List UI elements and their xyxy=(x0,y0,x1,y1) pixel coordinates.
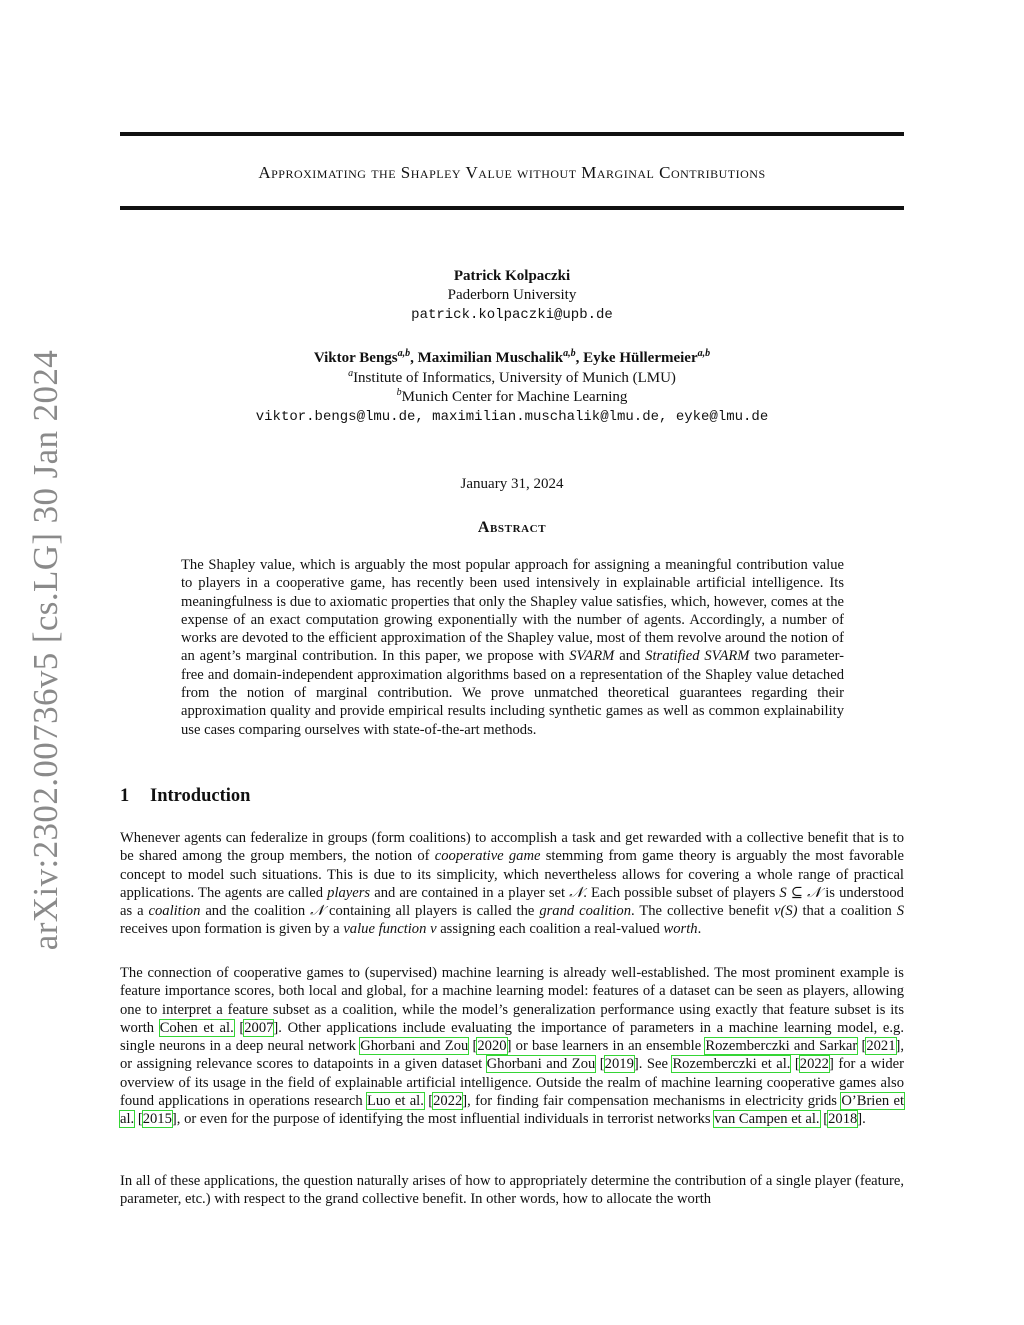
arxiv-identifier: arXiv:2302.00736v5 [cs.LG] 30 Jan 2024 xyxy=(26,349,65,951)
affiliation-b xyxy=(120,389,904,406)
author-name: Eyke Hüllermeier xyxy=(583,350,698,366)
citation-link[interactable]: Cohen et al. xyxy=(159,1019,234,1036)
citation-link[interactable]: Rozemberczki and Sarkar xyxy=(705,1038,858,1055)
citation-link[interactable]: Ghorbani and Zou xyxy=(360,1038,469,1055)
title-bottom-rule xyxy=(120,206,904,210)
affiliation-marker: a,b xyxy=(563,348,576,359)
citation-year-link[interactable]: 2021 xyxy=(866,1038,896,1055)
abstract-text: The Shapley value, which is arguably the most popular approach for assigning a meaningful contribution value to players in a cooperative game, has recently been used intensively in explainable artificial intelligence. Its meaningfulness is due to axiomatic properties that only the Shapley value satisfies, which, however, comes at the expense of an exact computation growing exponentially with the number of agents. Accordingly, a number of works are devoted to the efficient approximation of the Shapley value, most of them revolve around the notion of an agent’s marginal contribution. In this paper, we propose with SVARM and Stratified SVARM two parameter-free and domain-independent approximation algorithms based on a representation of the Shapley value detached from the notion of marginal contribution. We prove unmatched theoretical guarantees regarding their approximation quality and provide empirical results including synthetic games as well as common explainability use cases comparing ourselves with state-of-the-art methods. xyxy=(181,557,844,738)
section-title: Introduction xyxy=(150,786,251,806)
author-affiliation: Paderborn University xyxy=(447,287,577,303)
citation-link[interactable]: Luo et al. xyxy=(367,1093,424,1110)
section-number: 1 xyxy=(120,786,130,806)
intro-paragraph-3: In all of these applications, the question naturally arises of how to appropriately determine the contribution of a single player (feature, parameter, etc.) with respect to the grand collective benefit. In other words, how to allocate the worth xyxy=(120,1173,904,1208)
affiliation-text: Munich Center for Machine Learning xyxy=(401,389,628,405)
citation-link[interactable]: Rozemberczki et al. xyxy=(672,1056,791,1073)
author-group: Viktor Bengs$^{a,b}$, Maximilian Muschalik$^{a,b}$, Eyke Hüllermeier$^{a,b}$ xyxy=(313,348,711,366)
author-name: Viktor Bengs xyxy=(313,350,398,366)
citation-year-link[interactable]: 2007 xyxy=(244,1019,274,1036)
abstract-heading: Abstract xyxy=(477,519,547,536)
affiliation-marker: a,b xyxy=(397,348,411,359)
citation-year-link[interactable]: 2018 xyxy=(828,1111,858,1128)
citation-link[interactable]: Ghorbani and Zou xyxy=(486,1056,596,1073)
citation-year-link[interactable]: 2022 xyxy=(799,1056,829,1073)
author-email: patrick.kolpaczki@upb.de xyxy=(411,307,613,323)
intro-paragraph-2: The connection of cooperative games to (supervised) machine learning is already well-established. The most prominent example is feature importance scores, both local and global, for a machine learning model: features of a dataset can be seen as players, allowing one to interpret a feature subset as a coalition, while the model’s generalization performance using exactly that feature subset is its worth Cohen et al. [2007]. Other applications include evaluating the importance of parameters in a machine learning model, e.g. single neurons in a deep neural network Ghorbani and Zou [2020] or base learners in an ensemble Rozemberczki and Sarkar [2021], or assigning relevance scores to datapoints in a given dataset Ghorbani and Zou [2019]. See Rozemberczki et al. [2022] for a wider overview of its usage in the field of explainable artificial intelligence. Outside the realm of machine learning cooperative games also found applications in operations research Luo et al. [2022], for finding fair compensation mechanisms in electricity grids O’Brien et al. [2015], or even for the purpose of identifying the most influential individuals in terrorist networks van Campen et al. [2018]. xyxy=(120,965,905,1128)
citation-year-link[interactable]: 2019 xyxy=(604,1056,634,1073)
affiliation-marker: b xyxy=(396,387,402,398)
citation-year-link[interactable]: 2015 xyxy=(142,1111,172,1128)
paper-title: Approximating the Shapley Value without Marginal Contributions xyxy=(258,163,766,182)
affiliation-a xyxy=(120,370,904,387)
section-heading xyxy=(120,786,250,807)
author-emails: viktor.bengs@lmu.de, maximilian.muschalik@lmu.de, eyke@lmu.de xyxy=(255,409,769,425)
author-name: Maximilian Muschalik xyxy=(417,350,564,366)
author-name: Patrick Kolpaczki xyxy=(453,268,571,284)
intro-paragraph-1: Whenever agents can federalize in groups (form coalitions) to accomplish a task and get rewarded with a collective benefit that is to be shared among the group members, the notion of cooperative game stemming from game theory is arguably the most favorable concept to model such situations. This is due to its simplicity, which nevertheless allows for covering a whole range of practical applications. The agents are called players and are contained in a player set 𝒩. Each possible subset of players S ⊆ 𝒩 is understood as a coalition and the coalition 𝒩 containing all players is called the grand coalition. The collective benefit ν(S) that a coalition S receives upon formation is given by a value function ν assigning each coalition a real-valued worth. xyxy=(120,830,904,938)
paper-date: January 31, 2024 xyxy=(460,476,564,492)
citation-year-link[interactable]: 2020 xyxy=(477,1038,507,1055)
citation-link[interactable]: van Campen et al. xyxy=(714,1111,820,1128)
citation-year-link[interactable]: 2022 xyxy=(433,1093,463,1110)
affiliation-text: Institute of Informatics, University of Munich (LMU) xyxy=(353,370,676,386)
affiliation-marker: a,b xyxy=(697,348,711,359)
title-top-rule xyxy=(120,132,904,136)
affiliation-marker: a xyxy=(348,368,354,379)
citation-link[interactable]: O’Brien et al. xyxy=(120,1093,904,1128)
